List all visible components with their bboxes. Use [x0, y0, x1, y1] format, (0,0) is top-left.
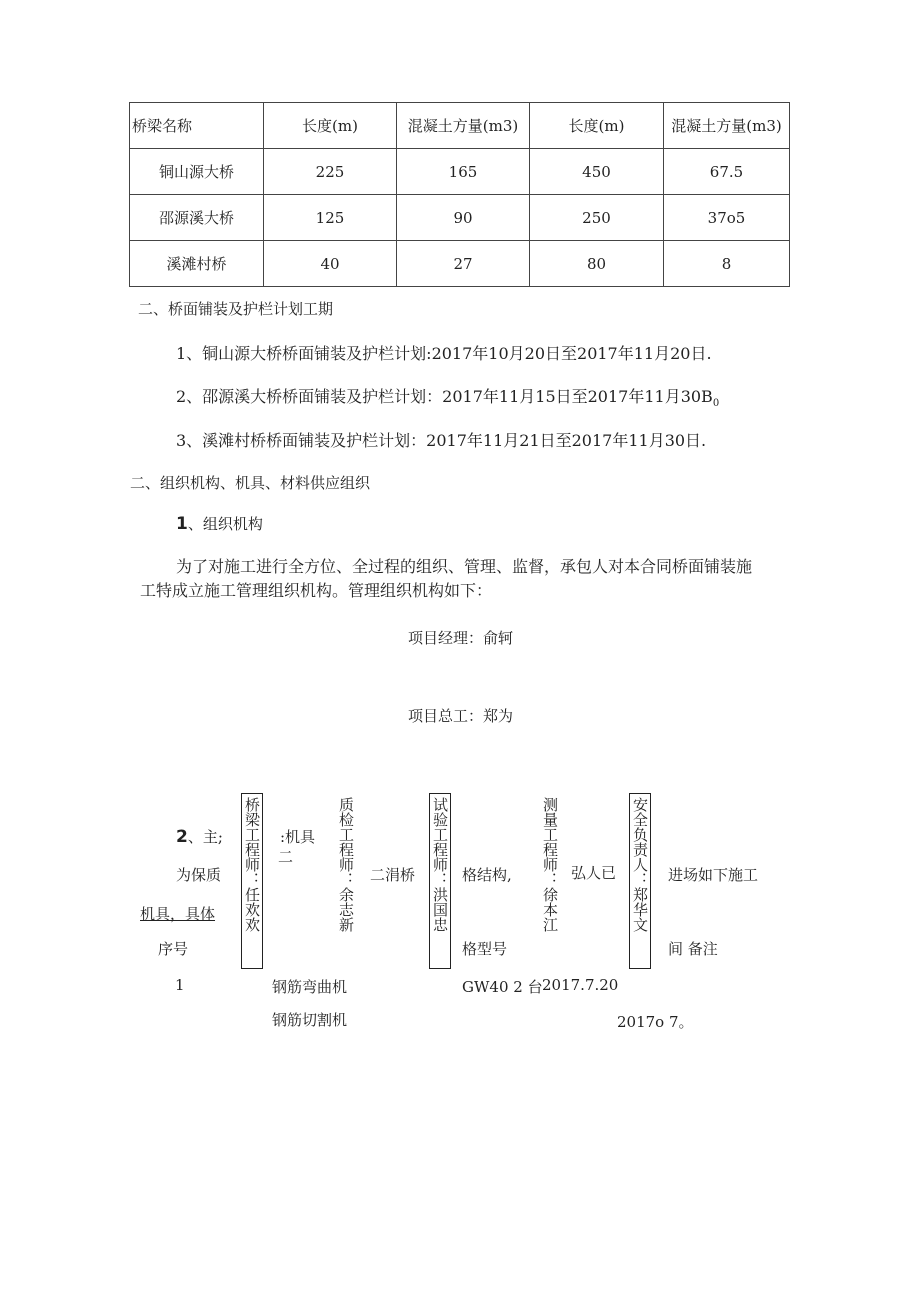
org-subheading-1-label: 、组织机构: [187, 515, 263, 533]
cell-bridge-name: 溪滩村桥: [130, 241, 264, 287]
equipment-row-1-date: 2017.7.20: [542, 976, 619, 994]
cell-bridge-name: 铜山源大桥: [130, 149, 264, 195]
test-engineer-box: 试验工程师：洪国忠: [429, 793, 451, 969]
org-subheading-1-number: 1: [176, 514, 188, 534]
survey-engineer-box: 测量工程师：徐本江: [541, 797, 559, 932]
grid-structure-text: 格结构,: [462, 866, 512, 884]
org-subheading-2-number: 2: [176, 827, 188, 847]
chief-engineer: 项目总工：郑为: [408, 707, 514, 725]
header-concrete-2: 混凝土方量(m3): [664, 103, 790, 149]
table-header-row: [130, 103, 790, 149]
org-section-heading: 二、组织机构、机具、材料供应组织: [130, 474, 371, 492]
cell-length-2: 250: [530, 195, 664, 241]
serial-no-header: 序号: [158, 940, 189, 958]
equipment-row-1-no: 1: [175, 976, 185, 994]
entry-text: 进场如下施工: [668, 866, 759, 884]
cell-concrete-2: 8: [664, 241, 790, 287]
table-row: [130, 241, 790, 287]
cell-length-2: 450: [530, 149, 664, 195]
table-row: [130, 149, 790, 195]
org-paragraph-line-1: 为了对施工进行全方位、全过程的组织、管理、监督，承包人对本合同桥面铺装施: [176, 557, 753, 576]
header-length-2: 长度(m): [530, 103, 664, 149]
header-length-1: 长度(m): [264, 103, 397, 149]
org-subheading-2: [176, 826, 223, 847]
deck-plan-item-2-subscript: 0: [712, 398, 720, 410]
bridge-engineer-box: 桥梁工程师：任欢欢: [241, 793, 263, 969]
machine-label: :机具: [280, 828, 316, 846]
spec-model-header: 格型号: [462, 940, 508, 958]
xiao-bridge-text: 二涓桥: [370, 866, 416, 884]
org-paragraph-line-2: 工特成立施工管理组织机构。管理组织机构如下：: [140, 581, 493, 600]
deck-plan-item-1: 1、铜山源大桥桥面铺装及护栏计划:2017年10月20日至2017年11月20日.: [176, 344, 712, 363]
quality-for-text: 为保质: [176, 866, 222, 884]
equipment-specific-text: 机具，具体: [140, 905, 216, 923]
deck-plan-item-3: 3、溪滩村桥桥面铺装及护栏计划：2017年11月21日至2017年11月30日.: [176, 431, 707, 450]
cell-length-1: 40: [264, 241, 397, 287]
two-char: 二: [278, 848, 294, 866]
equipment-row-1-name: 钢筋弯曲机: [272, 978, 348, 996]
header-concrete-1: 混凝土方量(m3): [397, 103, 530, 149]
cell-concrete-1: 90: [397, 195, 530, 241]
deck-plan-item-2-text: 2、邵源溪大桥桥面铺装及护栏计划：2017年11月15日至2017年11月30B: [176, 387, 713, 406]
cell-concrete-2: 67.5: [664, 149, 790, 195]
equipment-row-1-model: GW40 2 台: [462, 978, 543, 996]
cell-length-2: 80: [530, 241, 664, 287]
equipment-row-2-date: 2017o 7。: [617, 1013, 694, 1031]
bridge-table: [129, 102, 790, 287]
cell-bridge-name: 邵源溪大桥: [130, 195, 264, 241]
safety-officer-box: 安全负责人：郑华文: [629, 793, 651, 969]
cell-length-1: 125: [264, 195, 397, 241]
cell-concrete-2: 37o5: [664, 195, 790, 241]
time-note-header: 间 备注: [668, 940, 718, 958]
project-manager: 项目经理：俞轲: [408, 629, 514, 647]
header-bridge-name: 桥梁名称: [130, 103, 264, 149]
deck-plan-item-2: [176, 384, 719, 409]
cell-length-1: 225: [264, 149, 397, 195]
deck-schedule-heading: 二、桥面铺装及护栏计划工期: [138, 300, 334, 318]
cell-concrete-1: 165: [397, 149, 530, 195]
table-row: [130, 195, 790, 241]
quality-engineer-box: 质检工程师：余志新: [337, 797, 355, 932]
cell-concrete-1: 27: [397, 241, 530, 287]
equipment-row-2-name: 钢筋切割机: [272, 1011, 348, 1029]
org-subheading-2-label: 、主;: [187, 828, 223, 846]
hong-ren-text: 弘人已: [571, 864, 617, 882]
org-subheading-1: [176, 513, 263, 534]
